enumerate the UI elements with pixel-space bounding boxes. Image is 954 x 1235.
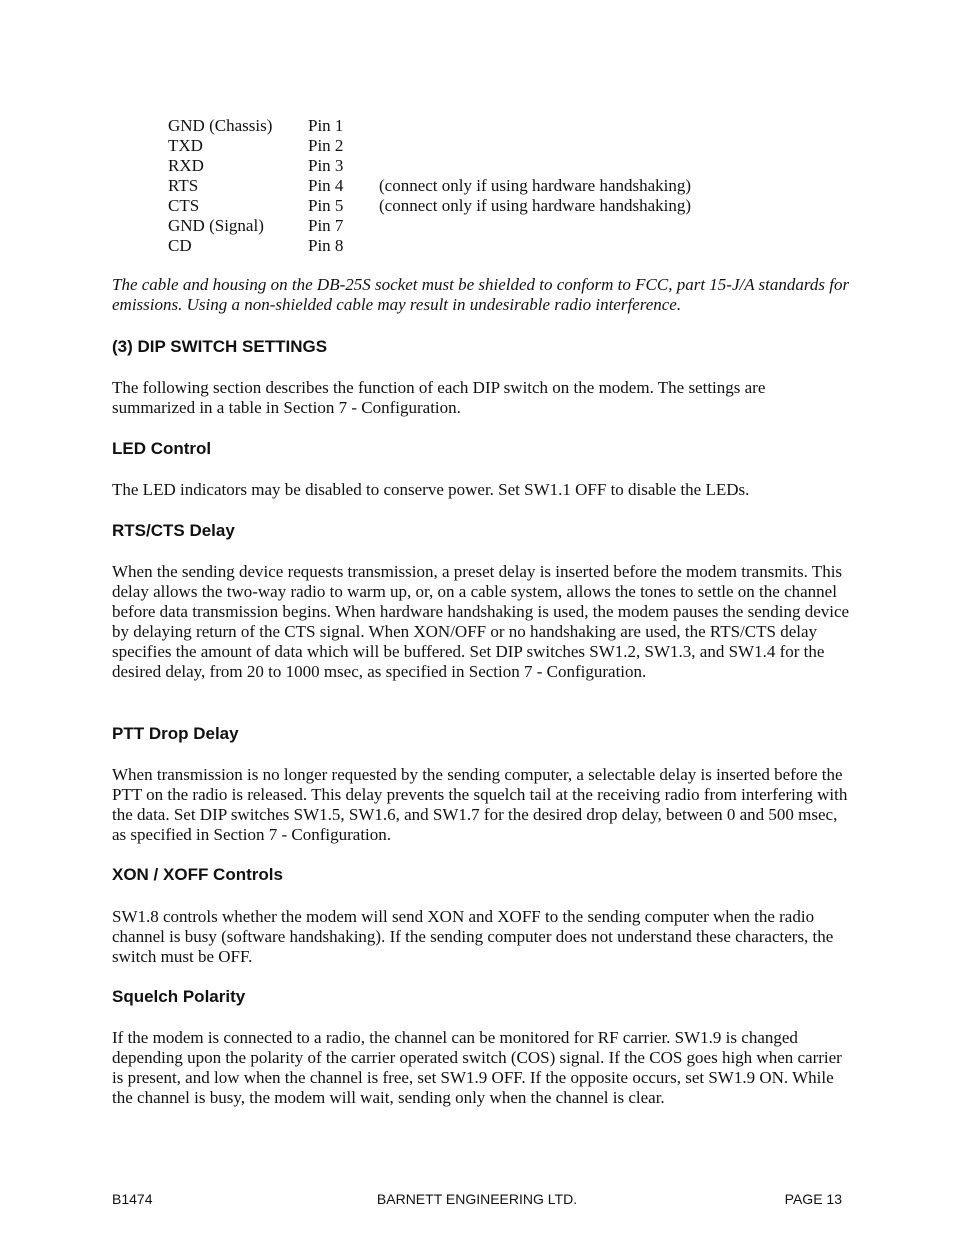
document-number: B1474: [112, 1191, 153, 1207]
company-name: BARNETT ENGINEERING LTD.: [376, 1191, 578, 1207]
pin-signal: CTS: [168, 196, 200, 215]
subsection-body-rts-cts-delay: When the sending device requests transmission, a preset delay is inserted before the modem transmits. This delay allows the two-way radio to warm up, or, on a cable system, allows the tones to settle on the channel before data transmission begins. When hardware handshaking is used, the modem pauses the sending device by delaying return of the CTS signal. When XON/OFF or no handshaking are used, the RTS/CTS delay specifies the amount of data which will be buffered. Set DIP switches SW1.2, SW1.3, and SW1.4 for the desired delay, from 20 to 1000 msec, as specified in Section 7 - Configuration.: [112, 562, 850, 681]
pin-number: Pin 1: [308, 116, 344, 135]
page-footer: [112, 1189, 842, 1209]
section-intro: The following section describes the function of each DIP switch on the modem. The settings are summarized in a table in Section 7 - Configuration.: [112, 378, 766, 417]
subsection-body-ptt-drop-delay: When transmission is no longer requested by the sending computer, a selectable delay is inserted before the PTT on the radio is released. This delay prevents the squelch tail at the receiving radio from interfering with the data. Set DIP switches SW1.5, SW1.6, and SW1.7 for the desired drop delay, between 0 and 500 msec, as specified in Section 7 - Configuration.: [112, 765, 848, 844]
subsection-heading-xon-xoff: XON / XOFF Controls: [112, 865, 283, 884]
subsection-body-led-control: The LED indicators may be disabled to conserve power. Set SW1.1 OFF to disable the LEDs.: [112, 480, 750, 499]
pin-signal: RTS: [168, 176, 199, 195]
section-heading: (3) DIP SWITCH SETTINGS: [112, 337, 328, 356]
pin-number: Pin 3: [308, 156, 344, 175]
pin-signal: GND (Chassis): [168, 116, 273, 135]
pin-number: Pin 8: [308, 236, 344, 255]
pin-signal: GND (Signal): [168, 216, 264, 235]
subsection-heading-ptt-drop-delay: PTT Drop Delay: [112, 724, 239, 743]
subsection-body-xon-xoff: SW1.8 controls whether the modem will send XON and XOFF to the sending computer when the radio channel is busy (software handshaking). If the sending computer does not understand these characters, the switch must be OFF.: [112, 907, 834, 966]
pin-number: Pin 7: [308, 216, 344, 235]
pin-signal: CD: [168, 236, 192, 255]
pin-number: Pin 2: [308, 136, 344, 155]
pin-signal: TXD: [168, 136, 203, 155]
pin-number: Pin 5: [308, 196, 344, 215]
pin-note: (connect only if using hardware handshaking): [379, 196, 692, 215]
subsection-heading-led-control: LED Control: [112, 439, 212, 458]
subsection-heading-squelch-polarity: Squelch Polarity: [112, 987, 246, 1006]
subsection-body-squelch-polarity: If the modem is connected to a radio, the channel can be monitored for RF carrier. SW1.9 is changed depending upon the polarity of the carrier operated switch (COS) signal. If the COS goes high when carrier is present, and low when the channel is free, set SW1.9 OFF. If the opposite occurs, set SW1.9 ON. While the channel is busy, the modem will wait, sending only when the channel is clear.: [112, 1028, 842, 1107]
pin-signal: RXD: [168, 156, 204, 175]
shielding-note: The cable and housing on the DB-25S socket must be shielded to conform to FCC, part 15-J/A standards for emissions. Using a non-shielded cable may result in undesirable radio interference.: [112, 275, 850, 314]
subsection-heading-rts-cts-delay: RTS/CTS Delay: [112, 521, 235, 540]
page-number: PAGE 13: [784, 1191, 842, 1207]
pin-note: (connect only if using hardware handshaking): [379, 176, 692, 195]
pin-number: Pin 4: [308, 176, 344, 195]
